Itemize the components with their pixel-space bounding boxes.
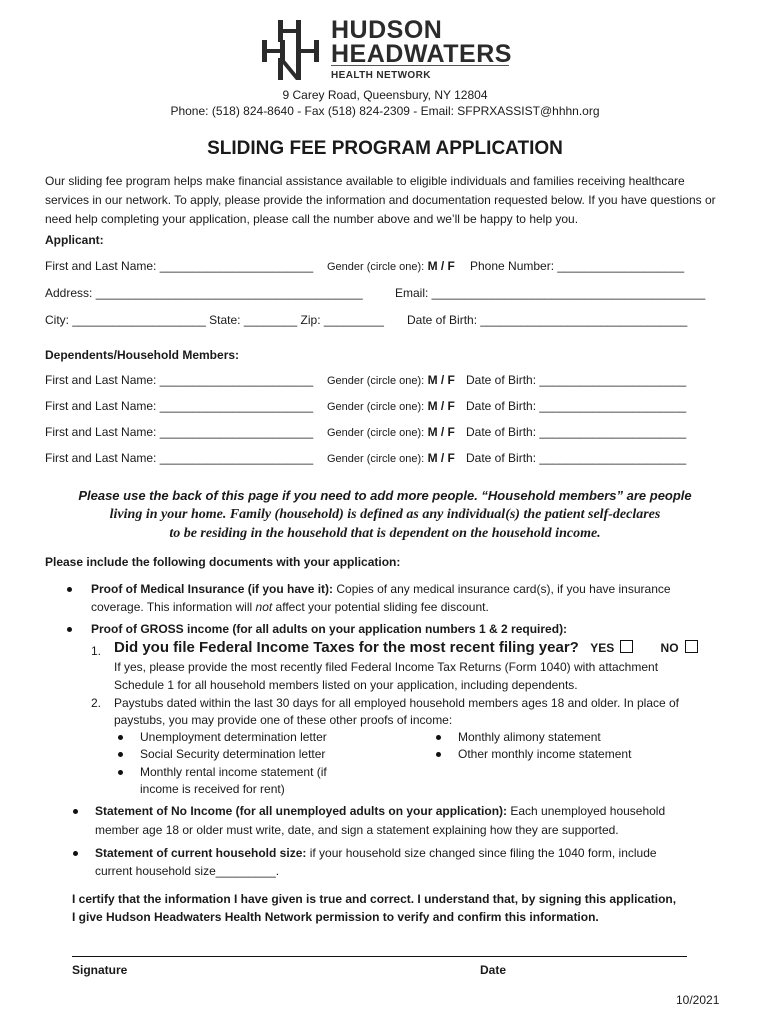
sub2-number: 2. — [91, 696, 102, 710]
dependent-dob-field[interactable]: Date of Birth: ______________________ — [466, 373, 687, 387]
bullet-icon — [118, 752, 123, 757]
list-item-cont: income is received for rent) — [140, 782, 285, 796]
gender-label: Gender (circle one): — [327, 375, 425, 387]
household-size-field[interactable]: current household size_________. — [95, 864, 280, 878]
gender-options[interactable]: M / F — [427, 399, 455, 413]
footer-date: 10/2021 — [676, 993, 720, 1007]
item-text: coverage. This information will — [91, 600, 256, 614]
signature-label: Signature — [72, 963, 128, 977]
item-text: Each unemployed household — [507, 804, 666, 818]
item-heading: Statement of current household size: — [95, 846, 307, 860]
item-heading: Statement of No Income (for all unemployed adults on your application): — [95, 804, 508, 818]
no-label: NO — [660, 641, 679, 655]
certify-line1: I certify that the information I have given is true and correct. I understand that, by signing this application, — [72, 892, 677, 906]
dependent-dob-field[interactable]: Date of Birth: ______________________ — [466, 451, 687, 465]
item-text: Copies of any medical insurance card(s), if you have insurance — [333, 582, 671, 596]
gender-label: Gender (circle one): — [327, 261, 425, 273]
intro-paragraph: Our sliding fee program helps make financial assistance available to eligible individuals and families receiving healthcare services in our network. To apply, please provide the information and documentation requested below. If you have questions or need help completing your application, please call the number above and we’ll be happy to help you. — [45, 174, 716, 226]
logo-name-line1: HUDSON — [331, 16, 443, 44]
applicant-phone-field[interactable]: Phone Number: ___________________ — [470, 259, 685, 273]
org-contact: Phone: (518) 824-8640 - Fax (518) 824-2309 - Email: SFPRXASSIST@hhhn.org — [170, 104, 600, 118]
org-address: 9 Carey Road, Queensbury, NY 12804 — [282, 88, 488, 102]
dependent-name-field[interactable]: First and Last Name: _______________________ — [45, 451, 314, 465]
gender-label: Gender (circle one): — [327, 453, 425, 465]
sub1-text-line1: If yes, please provide the most recently filed Federal Income Tax Returns (Form 1040) with attachment — [114, 660, 659, 674]
applicant-name-field[interactable]: First and Last Name: _______________________ — [45, 259, 314, 273]
applicant-address-field[interactable]: Address: ________________________________________ — [45, 286, 363, 300]
logo-name-line2: HEADWATERS — [331, 40, 512, 68]
bullet-icon — [73, 851, 78, 856]
item-no-income-cont: member age 18 or older must write, date, and sign a statement explaining how they are supported. — [95, 823, 619, 837]
gender-options[interactable]: M / F — [427, 373, 455, 387]
tax-question — [114, 639, 698, 656]
dependent-gender[interactable] — [327, 373, 455, 387]
sub1-number: 1. — [91, 644, 102, 658]
sub2-text-line1: Paystubs dated within the last 30 days for all employed household members ages 18 and older. In place of — [114, 696, 680, 710]
sub1-text-line2: Schedule 1 for all household members listed on your application, including dependents. — [114, 678, 578, 692]
list-item: Other monthly income statement — [458, 747, 632, 761]
applicant-dob-field[interactable]: Date of Birth: _______________________________ — [407, 313, 688, 327]
bullet-icon — [73, 809, 78, 814]
item-no-income — [95, 804, 665, 818]
list-item: Monthly rental income statement (if — [140, 765, 327, 779]
item-household-size — [95, 846, 657, 860]
gender-label: Gender (circle one): — [327, 401, 425, 413]
household-note-line1: Please use the back of this page if you need to add more people. “Household members” are people — [78, 488, 692, 503]
item-gross-income: Proof of GROSS income (for all adults on your application numbers 1 & 2 required): — [91, 622, 568, 636]
item-text: affect your potential sliding fee discount. — [272, 600, 489, 614]
gender-options[interactable]: M / F — [427, 451, 455, 465]
item-text-italic: not — [255, 600, 273, 614]
certify-line2: I give Hudson Headwaters Health Network permission to verify and confirm this information. — [72, 910, 599, 924]
tax-question-text: Did you file Federal Income Taxes for the most recent filing year? — [114, 639, 579, 656]
bullet-icon — [67, 627, 72, 632]
dependent-gender[interactable] — [327, 451, 455, 465]
dependent-name-field[interactable]: First and Last Name: _______________________ — [45, 425, 314, 439]
list-item: Social Security determination letter — [140, 747, 326, 761]
no-checkbox[interactable] — [685, 640, 698, 653]
page-title: SLIDING FEE PROGRAM APPLICATION — [207, 138, 563, 159]
yes-checkbox[interactable] — [620, 640, 633, 653]
gender-label: Gender (circle one): — [327, 427, 425, 439]
logo-name-line3: HEALTH NETWORK — [331, 70, 431, 81]
yes-label: YES — [590, 641, 615, 655]
gender-options[interactable]: M / F — [427, 259, 455, 273]
sub2-text-line2: paystubs, you may provide one of these other proofs of income: — [114, 713, 453, 727]
bullet-icon — [118, 735, 123, 740]
dependent-dob-field[interactable]: Date of Birth: ______________________ — [466, 399, 687, 413]
item-medical-insurance-cont — [91, 600, 489, 614]
item-heading: Proof of Medical Insurance (if you have it): — [91, 582, 334, 596]
household-note-line3: to be residing in the household that is dependent on the household income. — [169, 526, 601, 541]
logo-rule — [331, 65, 509, 66]
dependent-dob-field[interactable]: Date of Birth: ______________________ — [466, 425, 687, 439]
household-note-line2: living in your home. Family (household) is defined as any individual(s) the patient self-declares — [109, 507, 661, 522]
applicant-heading: Applicant: — [45, 233, 104, 247]
list-item: Monthly alimony statement — [458, 730, 601, 744]
applicant-email-field[interactable]: Email: _________________________________________ — [395, 286, 706, 300]
date-label: Date — [480, 963, 507, 977]
bullet-icon — [67, 587, 72, 592]
list-item: Unemployment determination letter — [140, 730, 327, 744]
item-text: if your household size changed since filing the 1040 form, include — [306, 846, 657, 860]
applicant-city-state-zip-field[interactable]: City: ____________________ State: ________ Zip: _________ — [45, 313, 384, 327]
bullet-icon — [436, 752, 441, 757]
bullet-icon — [436, 735, 441, 740]
dependent-gender[interactable] — [327, 425, 455, 439]
dependent-gender[interactable] — [327, 399, 455, 413]
dependent-name-field[interactable]: First and Last Name: _______________________ — [45, 373, 314, 387]
dependent-name-field[interactable]: First and Last Name: _______________________ — [45, 399, 314, 413]
dependents-heading: Dependents/Household Members: — [45, 348, 240, 362]
documents-heading: Please include the following documents with your application: — [45, 555, 401, 569]
item-medical-insurance — [91, 582, 671, 596]
applicant-gender[interactable] — [327, 259, 455, 273]
hhn-monogram-icon — [260, 18, 322, 82]
signature-date-line[interactable] — [72, 956, 687, 957]
bullet-icon — [118, 770, 123, 775]
gender-options[interactable]: M / F — [427, 425, 455, 439]
